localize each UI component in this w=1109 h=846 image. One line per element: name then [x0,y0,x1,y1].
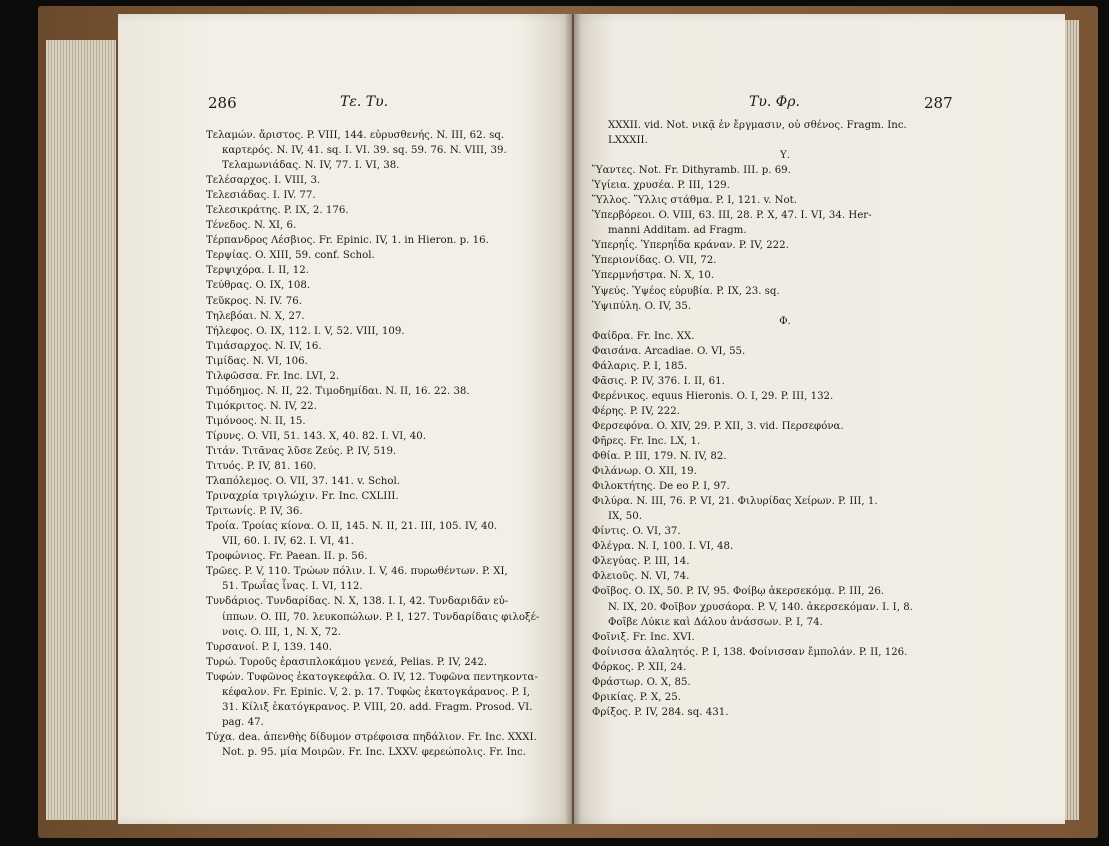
index-entries [206,128,562,760]
right-page [574,14,1065,824]
index-line: Τυρώ. Τυροῦς ἐρασιπλοκάμου γενεά, Pelias. P. IV, 242. [206,656,487,668]
index-line: Ὕλλος. Ὕλλις στάθμα. P. I, 121. v. Not. [592,195,798,207]
index-line: Τελεσικράτης. P. IX, 2. 176. [206,205,349,217]
page-edges-right [1065,20,1079,820]
index-line: Τήλεφος. O. IX, 112. I. V, 52. VIII, 109. [206,325,405,337]
index-line: Τιμάσαρχος. N. IV, 16. [206,340,322,352]
index-line: Τριναχρία τριγλώχιν. Fr. Inc. CXLIII. [206,491,399,503]
running-head: Τυ. Φρ. [749,94,800,110]
index-line: Φοῖβος. O. IX, 50. P. IV, 95. Φοίβῳ ἀκερσεκόμᾳ. P. III, 26. [592,586,885,598]
index-line: Τένεδος. N. XI, 6. [206,220,297,232]
index-line: Ὑπερμνήστρα. N. X, 10. [592,270,715,282]
index-line: Τηλεβόαι. N. X, 27. [206,310,305,322]
index-line: Τροφώνιος. Fr. Paean. II. p. 56. [206,551,368,563]
index-line: XXXII. vid. Not. νικᾷ ἐν ἔργμασιν, οὐ σθένος. Fragm. Inc. [608,120,907,131]
index-line: Τιτυός. P. IV, 81. 160. [206,461,317,473]
index-line: Τύχα. dea. ἀπενθὴς δίδυμον στρέφοισα πηδάλιον. Fr. Inc. XXXI. [206,731,537,743]
section-letter: Φ. [779,315,791,327]
page-number: 287 [924,94,953,112]
index-line: Ὑπεριονίδας. O. VII, 72. [592,255,717,267]
index-line: Φιλοκτήτης. De eo P. I, 97. [592,481,730,493]
index-line: Τριτωνίς. P. IV, 36. [206,506,303,518]
index-line: 31. Κίλιξ ἑκατόγκρανος. P. VIII, 20. add. Fragm. Prosod. VI. [222,701,533,713]
index-line: Τιμόκριτος. N. IV, 22. [206,400,317,412]
page-edges-left [46,40,116,820]
index-line: Φιλάνωρ. O. XII, 19. [592,466,697,478]
left-page [118,14,572,824]
index-line: Φαισάνα. Arcadiae. O. VI, 55. [592,345,746,357]
index-line: Ὑγίεια. χρυσέα. P. III, 129. [592,180,730,192]
index-line: IX, 50. [608,511,642,523]
index-line: VII, 60. I. IV, 62. I. VI, 41. [222,536,354,548]
index-line: Φάλαρις. P. I, 185. [592,360,688,372]
index-line: 51. Τρωΐας ἶνας. I. VI, 112. [222,581,363,593]
index-line: Ὑπερβόρεοι. O. VIII, 63. III, 28. P. X, 47. I. VI, 34. Her- [592,210,872,222]
index-line: νοις. O. III, 1, N. X, 72. [222,626,341,638]
index-line: Τεῦκρος. N. IV. 76. [206,295,302,307]
index-line: Τρῶες. P. V, 110. Τρώων πόλιν. I. V, 46. πυρωθέντων. P. XI, [206,566,508,578]
index-line: Τεύθρας. O. IX, 108. [206,280,311,292]
index-line: ίππων. O. III, 70. λευκοπώλων. P. I, 127. Τυνδαρίδαις φιλοξέ- [222,611,540,623]
index-line: Φαίδρα. Fr. Inc. XX. [592,330,695,342]
index-line: Φρικίας. P. X, 25. [592,691,681,703]
index-line: Φᾶσις. P. IV, 376. I. II, 61. [592,375,725,387]
index-line: Φλειοῦς. N. VI, 74. [592,571,690,583]
index-line: pag. 47. [222,716,264,728]
index-line: Ὑψιπύλη. O. IV, 35. [592,300,692,312]
index-line: Τιμίδας. N. VI, 106. [206,355,308,367]
index-line: Τερψίας. O. XIII, 59. conf. Schol. [206,250,375,262]
index-line: Τλαπόλεμος. O. VII, 37. 141. v. Schol. [206,476,401,488]
index-line: Ὕαντες. Not. Fr. Dithyramb. III. p. 69. [592,165,791,177]
index-line: Ὑψεύς. Ὑψέος εὐρυβία. P. IX, 23. sq. [592,285,780,297]
index-line: LXXXII. [608,135,648,147]
index-line: Φερένικος. equus Hieronis. O. I, 29. P. III, 132. [592,390,834,402]
index-line: manni Additam. ad Fragm. [608,225,747,237]
index-line: Τελαμωνιάδας. N. IV, 77. I. VI, 38. [222,160,400,172]
index-line: Φλεγύας. P. III, 14. [592,556,690,568]
index-entries [592,118,978,720]
index-line: Τιμόδημος. N. II, 22. Τιμοδημίδαι. N. II, 16. 22. 38. [206,385,470,397]
index-line: Τυρσανοί. P. I, 139. 140. [206,641,332,653]
index-line: Φοῖνιξ. Fr. Inc. XVI. [592,631,695,643]
page-number: 286 [208,94,237,112]
index-line: Φίντις. O. VI, 37. [592,526,681,538]
section-letter: Υ. [780,150,790,162]
index-line: Τιλφῶσσα. Fr. Inc. LVI, 2. [206,370,340,382]
index-line: Φρίξος. P. IV, 284. sq. 431. [592,706,729,718]
index-line: Φράστωρ. O. X, 85. [592,676,691,688]
index-line: Τυφών. Τυφῶνος ἑκατογκεφάλα. O. IV, 12. Τυφῶνα πεντηκοντα- [206,671,538,683]
index-line: Τιμόνοος. N. II, 15. [206,415,306,427]
index-line: Τιτάν. Τιτᾶνας λῦσε Ζεύς. P. IV, 519. [206,445,397,457]
index-line: Φέρης. P. IV, 222. [592,405,680,417]
index-line: Τελαμών. ἄριστος. P. VIII, 144. εὐρυσθενής. N. III, 62. sq. [206,130,505,141]
index-line: Φοῖβε Λύκιε καὶ Δάλου ἀνάσσων. P. I, 74. [608,616,823,628]
book-spine [565,14,581,824]
index-line: Φόρκος. P. XII, 24. [592,661,687,673]
running-head: Τε. Τυ. [340,94,389,110]
index-line: N. IX, 20. Φοῖβον χρυσάορα. P. V, 140. ἀκερσεκόμαν. I. I, 8. [608,601,913,613]
index-line: Ὑπερηΐς. Ὑπερηΐδα κράναν. P. IV, 222. [592,240,789,252]
index-line: Φλέγρα. N. I, 100. I. VI, 48. [592,541,734,553]
index-line: Τελέσαρχος. I. VIII, 3. [206,175,321,187]
index-line: κέφαλον. Fr. Epinic. V, 2. p. 17. Τυφὼς ἑκατογκάρανος. P. I, [222,686,530,698]
index-line: Φθία. P. III, 179. N. IV, 82. [592,451,727,463]
index-line: Φῆρες. Fr. Inc. LX, 1. [592,435,701,447]
index-line: καρτερός. N. IV, 41. sq. I. VI. 39. sq. 59. 76. N. VIII, 39. [222,145,507,157]
index-line: Τέρπανδρος Λέσβιος. Fr. Epinic. IV, 1. in Hieron. p. 16. [206,235,489,247]
index-line: Τερψιχόρα. I. II, 12. [206,265,309,277]
index-line: Τυνδάριος. Τυνδαρίδας. N. X, 138. I. I, 42. Τυνδαριδᾶν εὐ- [206,596,509,608]
index-line: Φιλύρα. N. III, 76. P. VI, 21. Φιλυρίδας Χείρων. P. III, 1. [592,496,878,508]
index-line: Not. p. 95. μία Μοιρῶν. Fr. Inc. LXXV. φερεώπολις. Fr. Inc. [222,746,526,758]
index-line: Φερσεφόνα. O. XIV, 29. P. XII, 3. vid. Περσεφόνα. [592,420,844,432]
index-line: Τροία. Τροίας κίονα. O. II, 145. N. II, 21. III, 105. IV, 40. [206,521,498,533]
index-line: Τελεσιάδας. I. IV. 77. [206,190,316,202]
index-line: Φοίνισσα ἀλαλητός. P. I, 138. Φοίνισσαν ἔμπολάν. P. II, 126. [592,646,908,658]
index-line: Τίρυνς. O. VII, 51. 143. X, 40. 82. I. VI, 40. [206,430,426,442]
